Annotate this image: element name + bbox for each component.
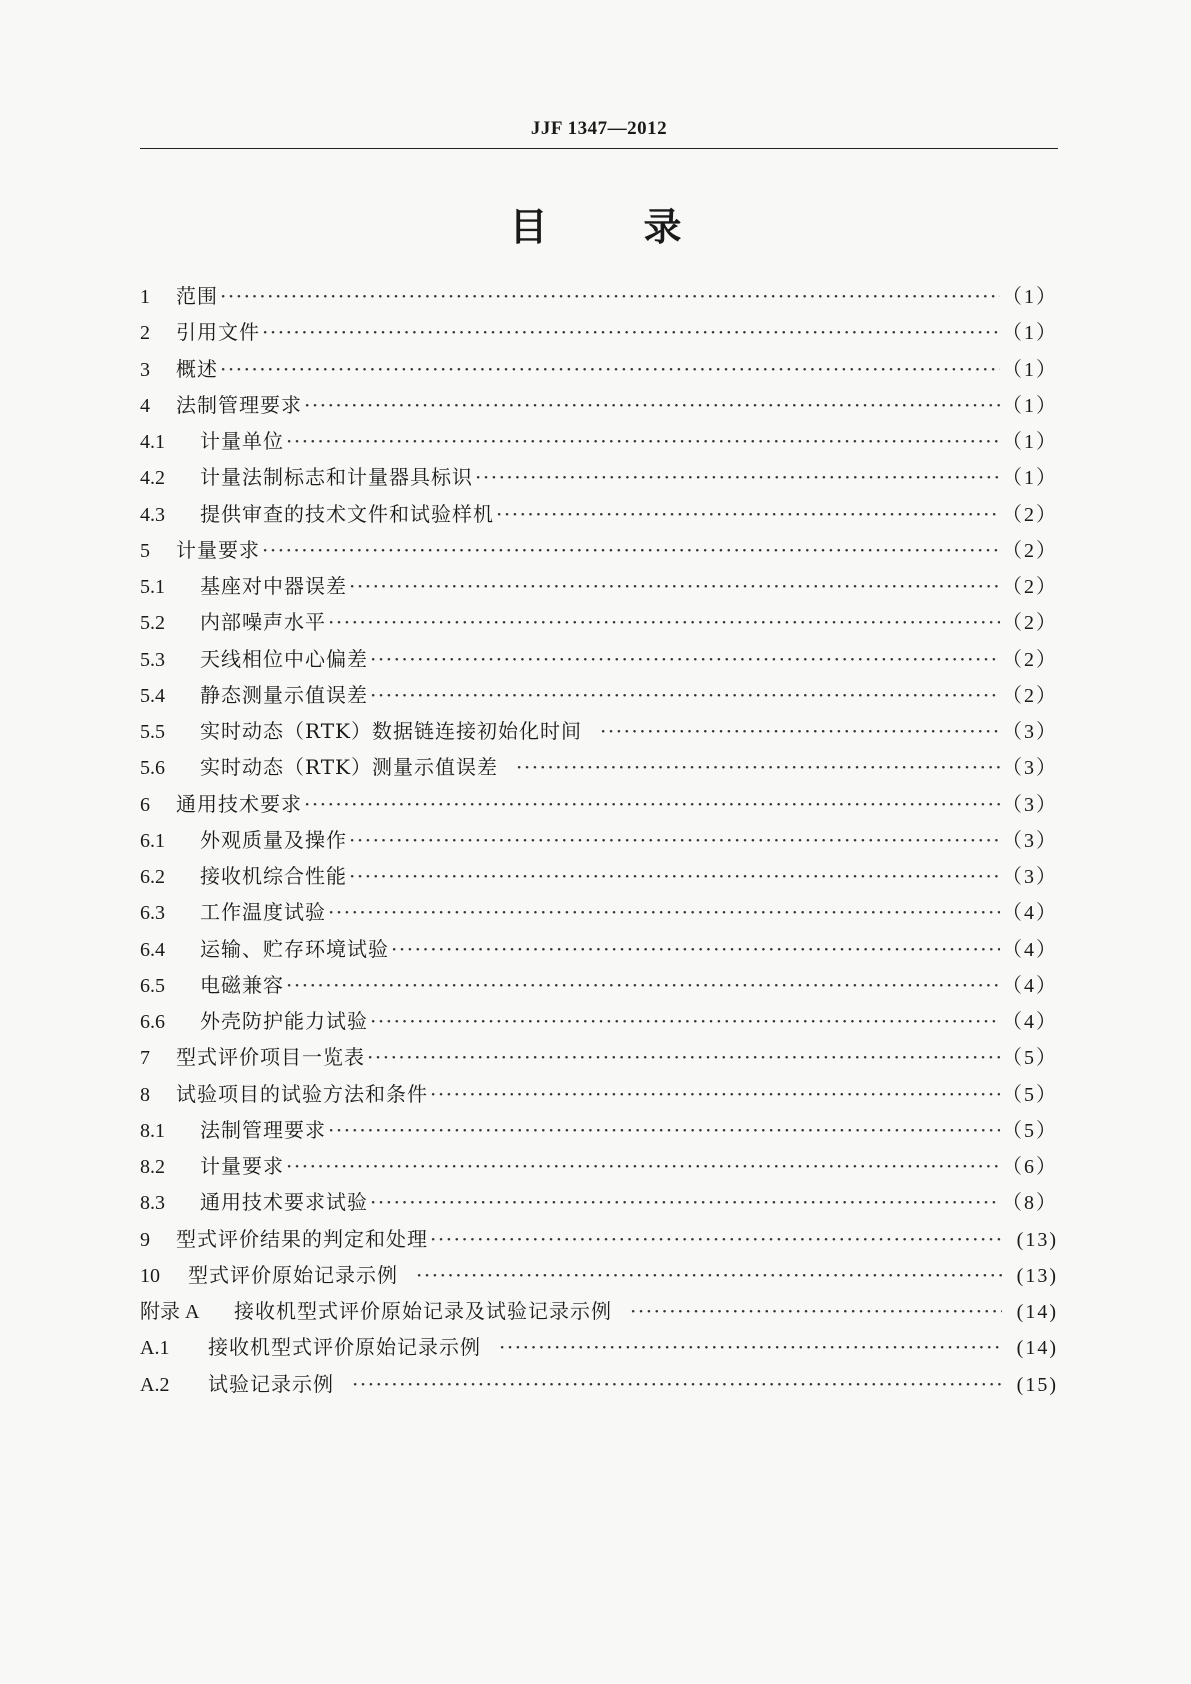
toc-entry-number: 4.3 [140, 503, 165, 526]
toc-entry[interactable] [140, 423, 1058, 459]
toc-entry-number: 6.6 [140, 1011, 165, 1033]
toc-entry-number: 5.2 [140, 612, 165, 635]
leader-dots [328, 894, 1000, 930]
leader-dots [430, 1221, 1002, 1257]
leader-dots [349, 858, 1000, 894]
toc-entry-title: 运输、贮存环境试验 [200, 936, 389, 961]
toc-entry[interactable] [140, 1221, 1058, 1257]
leader-dots [328, 1112, 1000, 1148]
toc-entry-title: 提供审查的技术文件和试验样机 [200, 501, 494, 526]
toc-title-char-2: 录 [643, 205, 682, 249]
toc-entry-title: 法制管理要求 [176, 392, 302, 417]
toc-entry[interactable] [140, 1366, 1058, 1402]
page-header-standard-code: JJF 1347—2012 [530, 118, 668, 139]
toc-entry-title: 接收机型式评价原始记录及试验记录示例 [234, 1299, 612, 1323]
leader-dots [416, 1257, 1002, 1293]
toc-entry-number: A.2 [140, 1373, 170, 1396]
toc-entry-number: 6.5 [140, 974, 165, 997]
toc-entry[interactable] [140, 713, 1058, 749]
leader-dots [262, 532, 1000, 568]
leader-dots [286, 423, 1000, 459]
toc-entry-page: （3） [1002, 757, 1058, 780]
leader-dots [391, 931, 1000, 967]
leader-dots [475, 459, 1000, 495]
toc-entry-page: （3） [1002, 866, 1058, 888]
toc-entry-number: 4.2 [140, 467, 165, 490]
toc-entry[interactable] [140, 1293, 1058, 1329]
leader-dots [304, 387, 1000, 423]
toc-entry-number: 10 [140, 1264, 160, 1287]
toc-entry-page: (13) [1016, 1228, 1058, 1251]
toc-entry-title: 引用文件 [176, 320, 260, 345]
toc-entry-number: 6.3 [140, 902, 165, 925]
toc-entry-page: (14) [1016, 1301, 1058, 1323]
toc-entry-title: 接收机型式评价原始记录示例 [208, 1335, 481, 1360]
toc-entry-title: 外壳防护能力试验 [200, 1009, 368, 1033]
toc-entry-number: 5.5 [140, 721, 165, 743]
toc-entry-number: 8 [140, 1083, 150, 1106]
leader-dots [352, 1366, 1002, 1402]
toc-entry-page: （6） [1002, 1156, 1058, 1178]
toc-entry-page: （2） [1002, 539, 1058, 562]
toc-entry-title: 法制管理要求 [200, 1117, 326, 1142]
toc-entry-number: 6.1 [140, 829, 165, 852]
toc-entry-page: （5） [1002, 1047, 1058, 1070]
toc-entry-page: （4） [1002, 974, 1058, 997]
toc-entry[interactable] [140, 749, 1058, 785]
toc-entry-title: 接收机综合性能 [200, 864, 347, 888]
toc-entry[interactable] [140, 459, 1058, 495]
toc-entry-title: 静态测量示值误差 [200, 682, 368, 707]
toc-entry[interactable] [140, 1112, 1058, 1148]
toc-entry-page: （2） [1002, 612, 1058, 635]
leader-dots [630, 1293, 1002, 1329]
toc-entry-title: 通用技术要求试验 [200, 1190, 368, 1215]
toc-entry-number: 9 [140, 1228, 150, 1251]
toc-entry-page: （3） [1002, 793, 1058, 816]
toc-entry-page: （1） [1002, 286, 1058, 308]
toc-entry-number: 5.1 [140, 576, 165, 598]
toc-entry-title: 计量要求 [200, 1154, 284, 1178]
toc-entry[interactable] [140, 1076, 1058, 1112]
toc-title-char-1: 目 [509, 205, 548, 249]
toc-entry[interactable] [140, 858, 1058, 894]
toc-entry[interactable] [140, 967, 1058, 1003]
toc-entry-number: 5.4 [140, 684, 165, 707]
leader-dots [349, 822, 1000, 858]
toc-entry-page: （3） [1002, 721, 1058, 743]
leader-dots [370, 1003, 1000, 1039]
toc-entry[interactable] [140, 1003, 1058, 1039]
toc-entry-page: （2） [1002, 648, 1058, 671]
toc-entry-number: 4.1 [140, 431, 165, 453]
toc-entry-title: 实时动态（RTK）测量示值误差 [200, 755, 498, 780]
toc-entry-number: 附录 A [140, 1301, 200, 1323]
toc-entry[interactable] [140, 278, 1058, 314]
toc-entry-title: 计量要求 [176, 537, 260, 562]
leader-dots [367, 1039, 1000, 1075]
toc-entry-title: 试验记录示例 [208, 1371, 334, 1396]
toc-entry[interactable] [140, 387, 1058, 423]
toc-entry-title: 型式评价结果的判定和处理 [176, 1226, 428, 1251]
toc-entry[interactable] [140, 351, 1058, 387]
toc-entry-title: 计量法制标志和计量器具标识 [200, 465, 473, 490]
toc-entry[interactable] [140, 1257, 1058, 1293]
toc-entry-number: 6.4 [140, 938, 165, 961]
toc-entry-title: 计量单位 [200, 429, 284, 453]
leader-dots [499, 1329, 1002, 1365]
leader-dots [286, 967, 1000, 1003]
toc-title [0, 196, 1191, 251]
toc-entry-title: 范围 [176, 284, 218, 308]
toc-entry-number: 7 [140, 1047, 150, 1070]
toc-entry-number: 8.1 [140, 1119, 165, 1142]
toc-entry[interactable] [140, 496, 1058, 532]
toc-entry-number: A.1 [140, 1337, 170, 1360]
toc-entry-title: 型式评价原始记录示例 [188, 1262, 398, 1287]
toc-entry-page: （2） [1002, 503, 1058, 526]
toc-entry-page: （5） [1002, 1083, 1058, 1106]
toc-entry[interactable] [140, 641, 1058, 677]
toc-entry[interactable] [140, 1039, 1058, 1075]
toc-entry[interactable] [140, 568, 1058, 604]
toc-entry-page: （4） [1002, 1011, 1058, 1033]
toc-entry-page: （8） [1002, 1192, 1058, 1215]
toc-entry[interactable] [140, 894, 1058, 930]
toc-entry-page: （1） [1002, 322, 1058, 345]
toc-entry-number: 1 [140, 286, 150, 308]
toc-entry-title: 实时动态（RTK）数据链连接初始化时间 [200, 719, 582, 743]
leader-dots [516, 749, 1000, 785]
toc-entry-page: （2） [1002, 576, 1058, 598]
toc-entry-page: （1） [1002, 467, 1058, 490]
toc-entry[interactable] [140, 1184, 1058, 1220]
header-divider [140, 148, 1058, 149]
toc-entry-page: （1） [1002, 431, 1058, 453]
toc-entry-number: 5.3 [140, 648, 165, 671]
toc-entry-page: （4） [1002, 938, 1058, 961]
toc-entry[interactable] [140, 677, 1058, 713]
toc-entry-number: 6 [140, 793, 150, 816]
toc-entry-title: 内部噪声水平 [200, 610, 326, 635]
toc-entry-title: 天线相位中心偏差 [200, 646, 368, 671]
leader-dots [496, 496, 1000, 532]
toc-entry[interactable] [140, 1329, 1058, 1365]
leader-dots [220, 278, 1000, 314]
toc-entry-title: 基座对中器误差 [200, 574, 347, 598]
toc-entry-page: （2） [1002, 684, 1058, 707]
toc-entry-page: (15) [1016, 1373, 1058, 1396]
toc-entry-number: 6.2 [140, 866, 165, 888]
toc-entry-number: 2 [140, 322, 150, 345]
toc-entry[interactable] [140, 786, 1058, 822]
leader-dots [370, 641, 1000, 677]
toc-entry[interactable] [140, 604, 1058, 640]
leader-dots [370, 677, 1000, 713]
leader-dots [220, 351, 1000, 387]
leader-dots [286, 1148, 1000, 1184]
toc-entry-title: 型式评价项目一览表 [176, 1045, 365, 1070]
toc-entry-title: 电磁兼容 [200, 972, 284, 997]
toc-entry-number: 5 [140, 539, 150, 562]
toc-entry-page: （1） [1002, 394, 1058, 417]
toc-entry-title: 外观质量及操作 [200, 827, 347, 852]
leader-dots [370, 1184, 1000, 1220]
leader-dots [328, 604, 1000, 640]
toc-entry[interactable] [140, 1148, 1058, 1184]
toc-entry-number: 3 [140, 358, 150, 381]
table-of-contents [140, 278, 1058, 1402]
toc-entry-number: 8.3 [140, 1192, 165, 1215]
toc-entry-title: 工作温度试验 [200, 900, 326, 925]
toc-entry-title: 概述 [176, 356, 218, 381]
toc-entry[interactable] [140, 931, 1058, 967]
toc-entry-page: (13) [1016, 1264, 1058, 1287]
toc-entry-number: 8.2 [140, 1156, 165, 1178]
toc-entry[interactable] [140, 532, 1058, 568]
leader-dots [600, 713, 1000, 749]
leader-dots [430, 1076, 1000, 1112]
toc-entry[interactable] [140, 822, 1058, 858]
toc-entry[interactable] [140, 314, 1058, 350]
toc-entry-page: （1） [1002, 358, 1058, 381]
toc-entry-page: （3） [1002, 829, 1058, 852]
leader-dots [349, 568, 1000, 604]
leader-dots [262, 314, 1000, 350]
toc-entry-page: （5） [1002, 1119, 1058, 1142]
toc-entry-title: 通用技术要求 [176, 791, 302, 816]
leader-dots [304, 786, 1000, 822]
toc-entry-page: (14) [1016, 1337, 1058, 1360]
toc-entry-page: （4） [1002, 902, 1058, 925]
toc-entry-number: 5.6 [140, 757, 165, 780]
toc-entry-title: 试验项目的试验方法和条件 [176, 1081, 428, 1106]
toc-entry-number: 4 [140, 394, 150, 417]
